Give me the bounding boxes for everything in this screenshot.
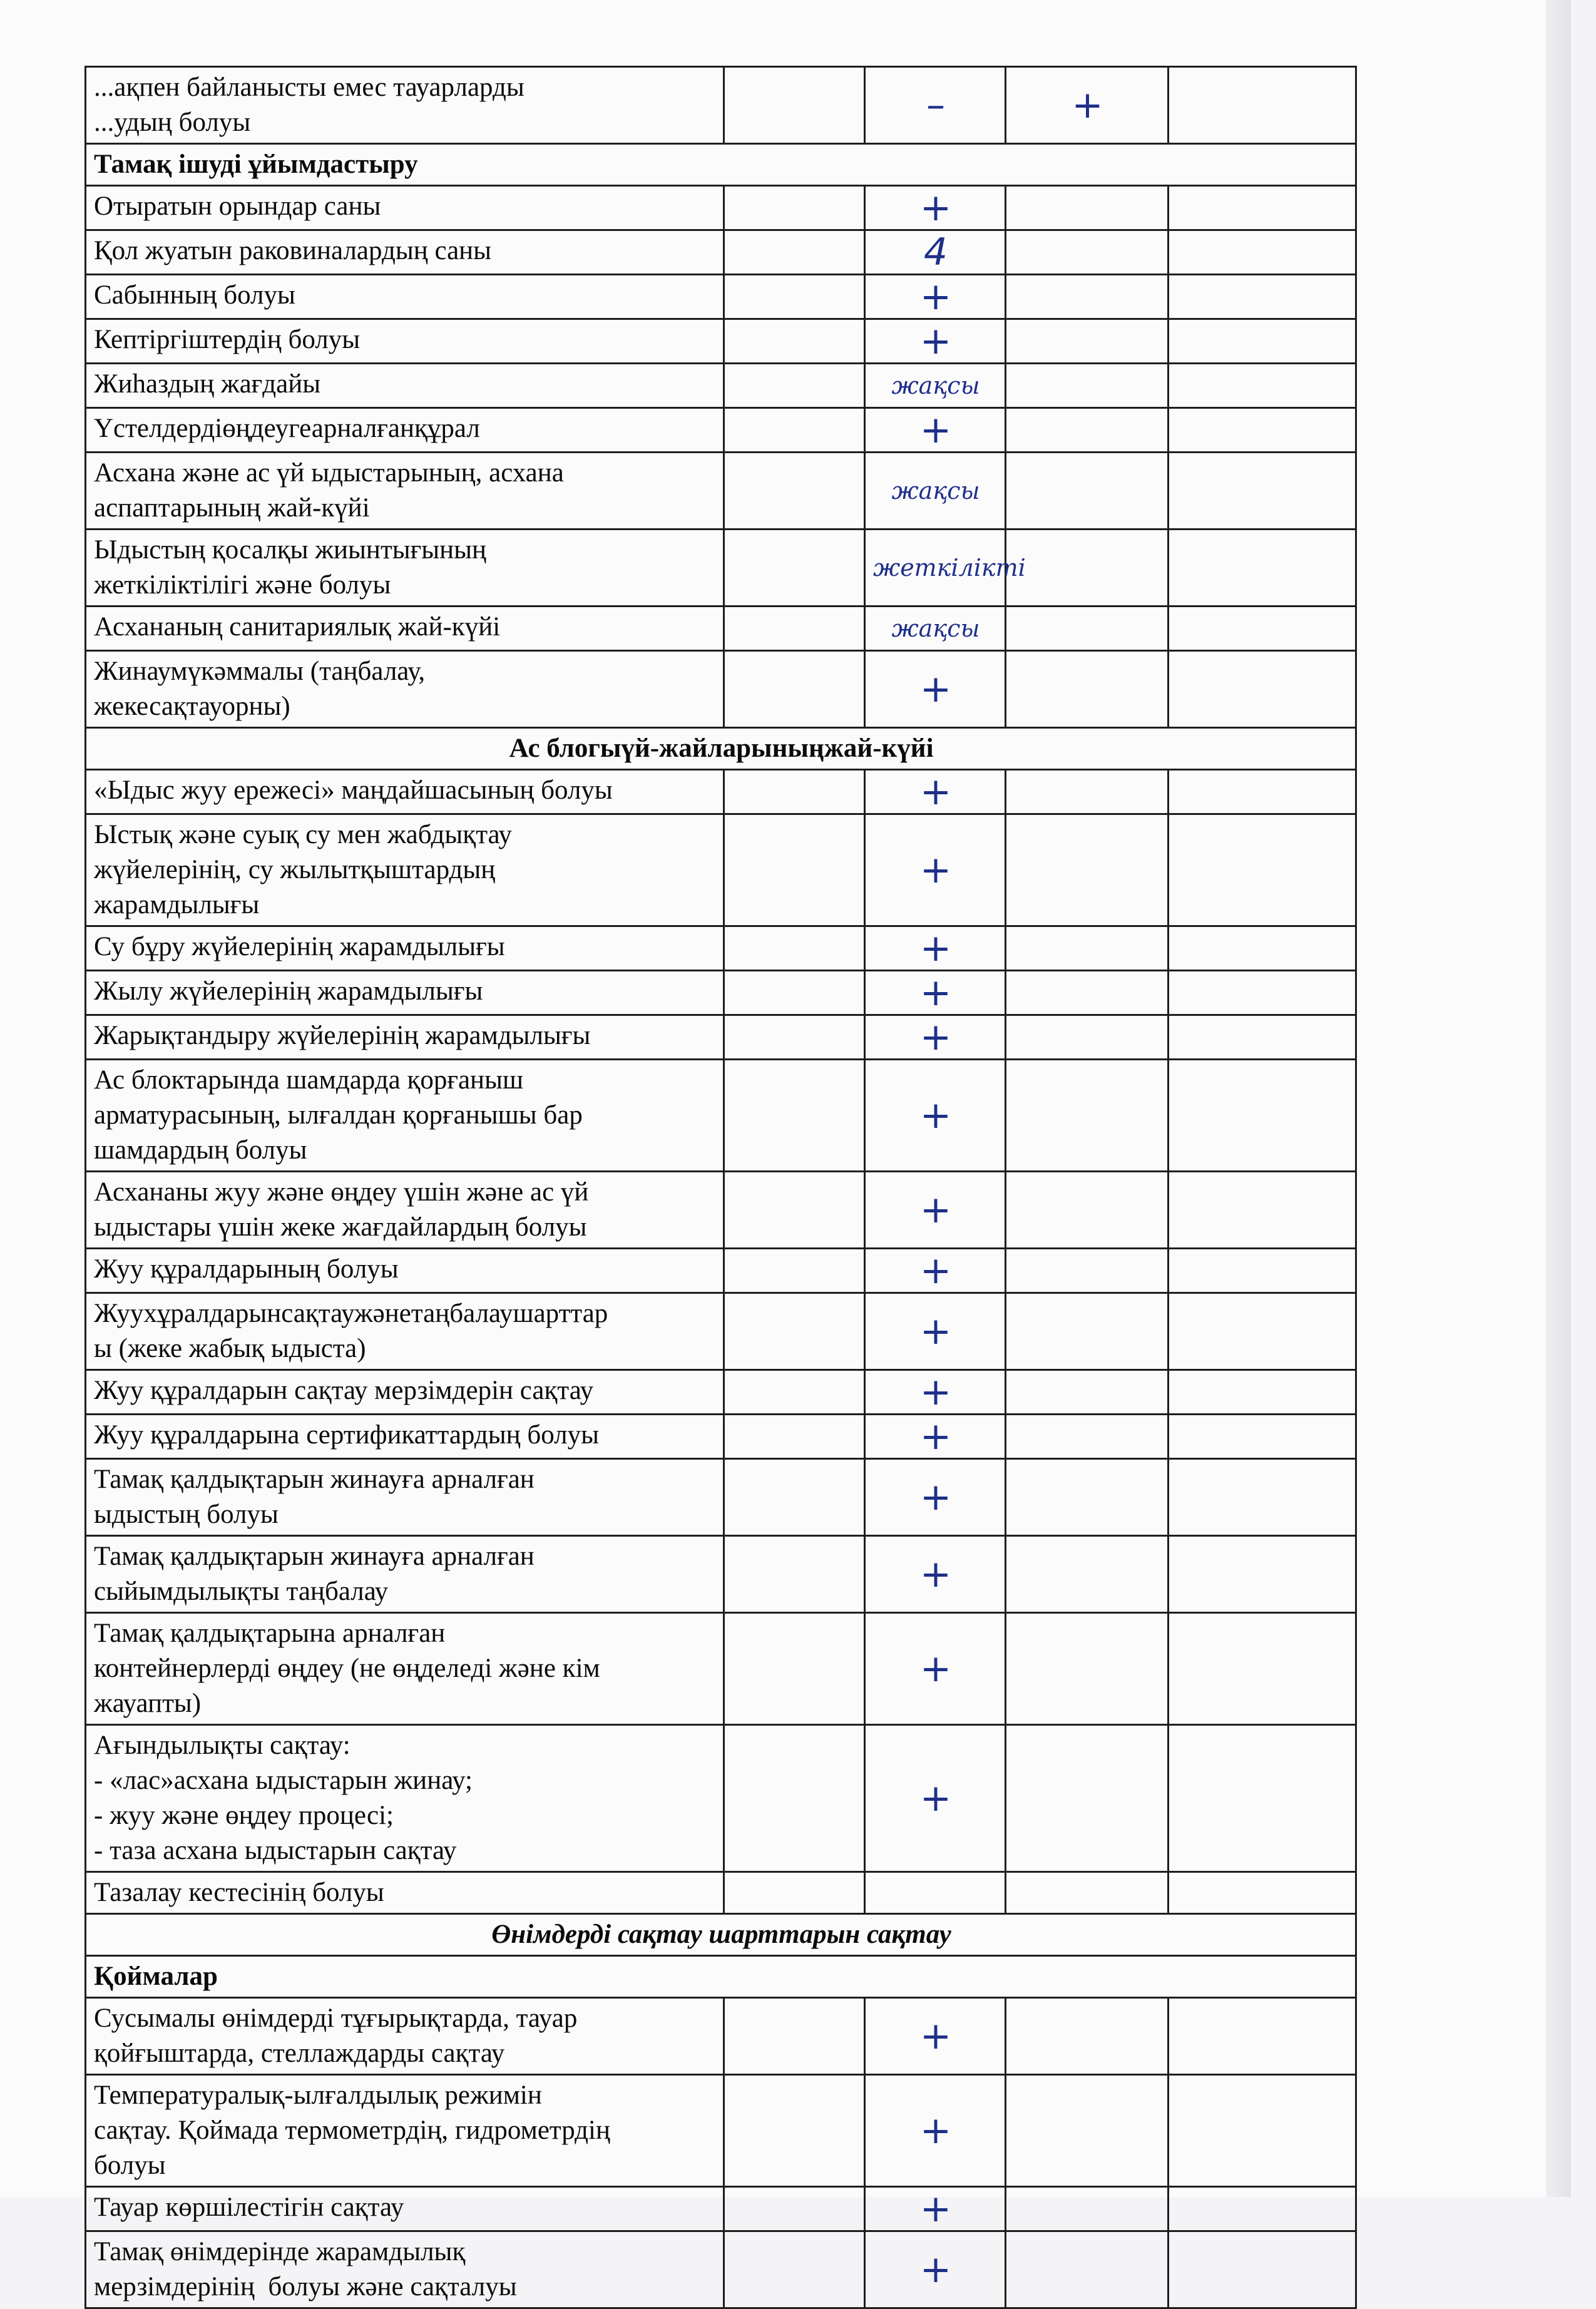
handwritten-mark-cell xyxy=(1006,1872,1169,1914)
criterion-line: Сусымалы өнімдерді тұғырықтарда, тауар xyxy=(94,2004,578,2033)
table-row xyxy=(86,2187,1356,2231)
handwritten-mark-cell xyxy=(1006,530,1169,607)
table-row xyxy=(86,230,1356,275)
handwritten-mark-cell xyxy=(1006,275,1169,319)
handwritten-mark-cell xyxy=(724,1293,865,1370)
handwritten-mark-cell: + xyxy=(865,1536,1006,1613)
criterion-text xyxy=(86,1459,724,1536)
handwritten-mark-cell xyxy=(724,1415,865,1459)
handwritten-mark-cell xyxy=(1006,364,1169,408)
criterion-text xyxy=(86,275,724,319)
criterion-line: - жуу және өңдеу процесі; xyxy=(94,1801,394,1830)
criterion-text xyxy=(86,1293,724,1370)
handwritten-mark-cell xyxy=(1169,67,1356,144)
handwritten-mark-cell xyxy=(724,1060,865,1172)
criterion-line: аспаптарының жай-күйі xyxy=(94,493,370,523)
section-header-row xyxy=(86,1914,1356,1956)
table-row xyxy=(86,453,1356,530)
handwritten-mark-cell xyxy=(724,1370,865,1415)
handwritten-mark-cell xyxy=(1169,651,1356,728)
criterion-text xyxy=(86,67,724,144)
table-row xyxy=(86,1015,1356,1060)
criterion-line: ыдыстың болуы xyxy=(94,1500,279,1529)
handwritten-mark-cell xyxy=(1006,1172,1169,1249)
handwritten-mark-cell xyxy=(1006,408,1169,453)
handwritten-mark-cell xyxy=(1169,230,1356,275)
handwritten-mark-cell xyxy=(1169,364,1356,408)
handwritten-mark-cell xyxy=(724,2231,865,2308)
criterion-text xyxy=(86,453,724,530)
handwritten-mark-cell xyxy=(724,1015,865,1060)
criterion-line: жүйелерінің, су жылытқыштардың xyxy=(94,855,496,884)
criterion-line: Қол жуатын раковиналардың саны xyxy=(94,236,492,265)
criterion-line: Температуралық-ылғалдылық режимін xyxy=(94,2081,542,2110)
handwritten-mark-cell xyxy=(1006,651,1169,728)
table-row xyxy=(86,1172,1356,1249)
handwritten-mark-cell xyxy=(1006,770,1169,814)
handwritten-mark-cell xyxy=(1169,530,1356,607)
handwritten-mark-cell xyxy=(1169,971,1356,1015)
criterion-line: Ыстық және суық су мен жабдықтау xyxy=(94,820,512,849)
criterion-line: «Ыдыс жуу ережесі» маңдайшасының болуы xyxy=(94,776,613,805)
criterion-line: Асхананы жуу және өңдеу үшін және ас үй xyxy=(94,1177,589,1207)
criterion-text xyxy=(86,1998,724,2075)
handwritten-mark-cell xyxy=(1169,186,1356,230)
criterion-line: арматурасының, ылғалдан қорғанышы бар xyxy=(94,1100,583,1130)
criterion-line: Жиһаздың жағдайы xyxy=(94,369,321,399)
criterion-text xyxy=(86,926,724,971)
table-row xyxy=(86,67,1356,144)
handwritten-mark-cell xyxy=(1006,1725,1169,1872)
criterion-text xyxy=(86,2231,724,2308)
criterion-line: Жарықтандыру жүйелерінің жарамдылығы xyxy=(94,1021,591,1050)
table-row xyxy=(86,2075,1356,2187)
handwritten-mark-cell xyxy=(1169,453,1356,530)
handwritten-mark-cell: + xyxy=(865,319,1006,364)
handwritten-mark-cell xyxy=(1006,319,1169,364)
handwritten-mark-cell xyxy=(724,2187,865,2231)
handwritten-mark-cell xyxy=(1169,926,1356,971)
criterion-line: Ыдыстың қосалқы жиынтығының xyxy=(94,535,487,565)
handwritten-mark-cell xyxy=(724,1613,865,1725)
criterion-line: Тамақ қалдықтарын жинауға арналған xyxy=(94,1542,535,1571)
handwritten-mark-cell xyxy=(1169,2075,1356,2187)
criterion-text xyxy=(86,1172,724,1249)
handwritten-mark-cell xyxy=(1169,1459,1356,1536)
table-row xyxy=(86,1249,1356,1293)
handwritten-mark-cell xyxy=(724,275,865,319)
handwritten-mark-cell xyxy=(1006,1249,1169,1293)
handwritten-mark-cell xyxy=(1006,1613,1169,1725)
handwritten-mark-cell xyxy=(724,1172,865,1249)
section-title: Ас блогыүй-жайларыныңжай-күйі xyxy=(86,728,1356,770)
table-row xyxy=(86,319,1356,364)
handwritten-mark-cell: + xyxy=(865,1293,1006,1370)
criterion-text xyxy=(86,408,724,453)
handwritten-mark-cell: + xyxy=(865,651,1006,728)
table-row xyxy=(86,971,1356,1015)
handwritten-mark-cell xyxy=(1169,1536,1356,1613)
handwritten-mark-cell xyxy=(724,1998,865,2075)
subsection-title: Тамақ ішуді ұйымдастыру xyxy=(86,144,1356,186)
criterion-line: Жинаумүкәммалы (таңбалау, xyxy=(94,657,426,686)
criterion-line: - таза асхана ыдыстарын сақтау xyxy=(94,1836,457,1865)
criterion-text xyxy=(86,319,724,364)
handwritten-mark-cell xyxy=(1006,2187,1169,2231)
handwritten-mark-cell xyxy=(1169,1613,1356,1725)
criterion-line: Асхананың санитариялық жай-күйі xyxy=(94,612,501,642)
handwritten-mark-cell xyxy=(1169,814,1356,926)
table-row xyxy=(86,1370,1356,1415)
handwritten-mark-cell xyxy=(724,926,865,971)
handwritten-mark-cell xyxy=(1006,1293,1169,1370)
handwritten-mark-cell xyxy=(724,770,865,814)
criterion-text xyxy=(86,651,724,728)
table-row xyxy=(86,364,1356,408)
handwritten-mark-cell: + xyxy=(865,1613,1006,1725)
handwritten-mark-cell xyxy=(865,1872,1006,1914)
handwritten-mark-cell: + xyxy=(865,814,1006,926)
handwritten-mark-cell xyxy=(1169,2187,1356,2231)
handwritten-mark-cell xyxy=(1006,1459,1169,1536)
handwritten-mark-cell xyxy=(724,364,865,408)
handwritten-mark-cell: + xyxy=(865,1725,1006,1872)
criterion-line: жауапты) xyxy=(94,1689,202,1718)
handwritten-mark-cell xyxy=(1169,2231,1356,2308)
criterion-text xyxy=(86,1370,724,1415)
criterion-line: жарамдылығы xyxy=(94,890,260,919)
criterion-text xyxy=(86,814,724,926)
handwritten-mark-cell: + xyxy=(865,2075,1006,2187)
criterion-line: Үстелдердіөңдеугеарналғанқұрал xyxy=(94,414,480,443)
criterion-line: қойғыштарда, стеллаждарды сақтау xyxy=(94,2039,505,2068)
criterion-text xyxy=(86,230,724,275)
criterion-text xyxy=(86,1415,724,1459)
handwritten-mark-cell xyxy=(724,453,865,530)
handwritten-mark-cell xyxy=(724,651,865,728)
handwritten-mark-cell: + xyxy=(865,1415,1006,1459)
handwritten-mark-cell: + xyxy=(865,971,1006,1015)
handwritten-mark-cell: + xyxy=(865,1459,1006,1536)
table-row xyxy=(86,275,1356,319)
table-row xyxy=(86,814,1356,926)
handwritten-mark-cell xyxy=(724,607,865,651)
table-row xyxy=(86,1459,1356,1536)
handwritten-mark-cell: + xyxy=(865,1015,1006,1060)
criterion-line: сыйымдылықты таңбалау xyxy=(94,1577,389,1606)
handwritten-mark-cell xyxy=(1169,1293,1356,1370)
criterion-text xyxy=(86,607,724,651)
table-row xyxy=(86,1613,1356,1725)
criterion-line: ...удың болуы xyxy=(94,108,251,137)
handwritten-mark-cell: + xyxy=(865,770,1006,814)
table-row xyxy=(86,1415,1356,1459)
handwritten-mark-cell: + xyxy=(1006,67,1169,144)
handwritten-mark-cell xyxy=(1169,1370,1356,1415)
criterion-text xyxy=(86,186,724,230)
handwritten-mark-cell: + xyxy=(865,408,1006,453)
inspection-checklist-table xyxy=(84,66,1357,2309)
handwritten-mark-cell xyxy=(1006,1060,1169,1172)
handwritten-mark-cell xyxy=(724,530,865,607)
handwritten-mark-cell xyxy=(724,1872,865,1914)
criterion-line: болуы xyxy=(94,2151,166,2180)
criterion-text xyxy=(86,364,724,408)
criterion-line: жекесақтауорны) xyxy=(94,692,290,721)
handwritten-mark-cell xyxy=(1169,1415,1356,1459)
criterion-text xyxy=(86,1249,724,1293)
handwritten-mark-cell: + xyxy=(865,1172,1006,1249)
criterion-text xyxy=(86,1872,724,1914)
handwritten-mark-cell: + xyxy=(865,1060,1006,1172)
handwritten-mark-cell: + xyxy=(865,2187,1006,2231)
handwritten-mark-cell xyxy=(1006,2231,1169,2308)
handwritten-mark-cell xyxy=(1006,1370,1169,1415)
table-row xyxy=(86,607,1356,651)
handwritten-mark-cell xyxy=(724,67,865,144)
criterion-line: Су бұру жүйелерінің жарамдылығы xyxy=(94,932,505,961)
handwritten-mark-cell: + xyxy=(865,2231,1006,2308)
handwritten-mark-cell xyxy=(1006,1415,1169,1459)
handwritten-mark-cell xyxy=(1169,1725,1356,1872)
criterion-text xyxy=(86,770,724,814)
handwritten-mark-cell xyxy=(1169,319,1356,364)
table-row xyxy=(86,926,1356,971)
handwritten-mark-cell: + xyxy=(865,1998,1006,2075)
criterion-line: Ағындылықты сақтау: xyxy=(94,1731,350,1760)
criterion-line: жеткіліктілігі және болуы xyxy=(94,570,391,600)
handwritten-mark-cell xyxy=(1169,275,1356,319)
handwritten-mark-cell xyxy=(724,1249,865,1293)
handwritten-mark-cell xyxy=(724,408,865,453)
handwritten-mark-cell xyxy=(1006,814,1169,926)
criterion-line: ы (жеке жабық ыдыста) xyxy=(94,1334,366,1363)
criterion-line: Жуу құралдарын сақтау мерзімдерін сақтау xyxy=(94,1376,594,1405)
criterion-line: шамдардың болуы xyxy=(94,1135,307,1165)
criterion-line: Тамақ қалдықтарына арналған xyxy=(94,1619,446,1648)
table-row xyxy=(86,1293,1356,1370)
handwritten-mark-cell: + xyxy=(865,926,1006,971)
criterion-text xyxy=(86,2075,724,2187)
criterion-line: ...ақпен байланысты емес тауарларды xyxy=(94,73,524,102)
handwritten-mark-cell xyxy=(1006,230,1169,275)
criterion-line: контейнерлерді өңдеу (не өңделеді және кім xyxy=(94,1654,600,1683)
criterion-line: Тазалау кестесінің болуы xyxy=(94,1878,384,1907)
criterion-line: Тамақ қалдықтарын жинауға арналған xyxy=(94,1465,535,1494)
criterion-text xyxy=(86,1725,724,1872)
handwritten-mark-cell: + xyxy=(865,186,1006,230)
criterion-line: - «лас»асхана ыдыстарын жинау; xyxy=(94,1766,473,1795)
subsection-header-row xyxy=(86,144,1356,186)
criterion-line: Жуу құралдарына сертификаттардың болуы xyxy=(94,1420,600,1450)
handwritten-mark-cell xyxy=(1169,1872,1356,1914)
handwritten-mark-cell xyxy=(1169,1249,1356,1293)
handwritten-mark-cell: – xyxy=(865,67,1006,144)
handwritten-mark-cell xyxy=(724,814,865,926)
handwritten-mark-cell: жақсы xyxy=(865,453,1006,530)
handwritten-mark-cell xyxy=(1169,1172,1356,1249)
handwritten-mark-cell xyxy=(724,1459,865,1536)
table-row xyxy=(86,186,1356,230)
criterion-line: сақтау. Қоймада термометрдің, гидрометрдің xyxy=(94,2116,610,2145)
handwritten-mark-cell: жақсы xyxy=(865,364,1006,408)
handwritten-mark-cell xyxy=(1006,1998,1169,2075)
criterion-line: Ас блоктарында шамдарда қорғаныш xyxy=(94,1065,524,1095)
table-row xyxy=(86,1998,1356,2075)
table-row xyxy=(86,530,1356,607)
handwritten-mark-cell: жеткілікті xyxy=(865,530,1006,607)
handwritten-mark-cell xyxy=(724,186,865,230)
criterion-text xyxy=(86,971,724,1015)
handwritten-mark-cell xyxy=(1169,1060,1356,1172)
handwritten-mark-cell xyxy=(1169,1998,1356,2075)
criterion-line: Тауар көршілестігін сақтау xyxy=(94,2193,404,2222)
table-row xyxy=(86,770,1356,814)
criterion-line: Кептіргіштердің болуы xyxy=(94,325,361,354)
table-row xyxy=(86,1872,1356,1914)
criterion-line: ыдыстары үшін жеке жағдайлардың болуы xyxy=(94,1212,587,1242)
handwritten-mark-cell xyxy=(724,971,865,1015)
handwritten-mark-cell: 4 xyxy=(865,230,1006,275)
subsection-title: Қоймалар xyxy=(86,1956,1356,1998)
section-header-row xyxy=(86,728,1356,770)
criterion-line: мерзімдерінің болуы және сақталуы xyxy=(94,2272,517,2301)
criterion-text xyxy=(86,1536,724,1613)
criterion-text xyxy=(86,1060,724,1172)
handwritten-mark-cell xyxy=(1006,1015,1169,1060)
handwritten-mark-cell xyxy=(724,319,865,364)
table-row xyxy=(86,651,1356,728)
handwritten-mark-cell xyxy=(1006,2075,1169,2187)
criterion-line: Жуу құралдарының болуы xyxy=(94,1254,399,1284)
criterion-line: Сабынның болуы xyxy=(94,280,295,310)
handwritten-mark-cell xyxy=(1169,1015,1356,1060)
criterion-text xyxy=(86,1613,724,1725)
table-row xyxy=(86,408,1356,453)
table-row xyxy=(86,2231,1356,2308)
handwritten-mark-cell xyxy=(1006,186,1169,230)
handwritten-mark-cell xyxy=(724,2075,865,2187)
table-row xyxy=(86,1725,1356,1872)
handwritten-mark-cell xyxy=(1169,408,1356,453)
handwritten-mark-cell xyxy=(724,1536,865,1613)
handwritten-mark-cell xyxy=(1006,1536,1169,1613)
criterion-line: Асхана және ас үй ыдыстарының, асхана xyxy=(94,458,564,488)
section-title: Өнімдерді сақтау шарттарын сақтау xyxy=(86,1914,1356,1956)
handwritten-mark-cell xyxy=(1169,607,1356,651)
handwritten-mark-cell: + xyxy=(865,275,1006,319)
handwritten-mark-cell xyxy=(1006,607,1169,651)
handwritten-mark-cell xyxy=(1006,453,1169,530)
handwritten-mark-cell: жақсы xyxy=(865,607,1006,651)
table-row xyxy=(86,1060,1356,1172)
subsection-header-row xyxy=(86,1956,1356,1998)
handwritten-mark-cell xyxy=(1169,770,1356,814)
criterion-text xyxy=(86,2187,724,2231)
criterion-line: Отыратын орындар саны xyxy=(94,192,381,221)
handwritten-mark-cell xyxy=(1006,971,1169,1015)
criterion-line: Жылу жүйелерінің жарамдылығы xyxy=(94,976,483,1006)
handwritten-mark-cell: + xyxy=(865,1370,1006,1415)
table-row xyxy=(86,1536,1356,1613)
criterion-text xyxy=(86,1015,724,1060)
handwritten-mark-cell xyxy=(724,230,865,275)
handwritten-mark-cell xyxy=(724,1725,865,1872)
handwritten-mark-cell: + xyxy=(865,1249,1006,1293)
handwritten-mark-cell xyxy=(1006,926,1169,971)
criterion-line: Тамақ өнімдерінде жарамдылық xyxy=(94,2237,466,2266)
criterion-line: Жуухұралдарынсақтаужәнетаңбалаушарттар xyxy=(94,1299,608,1328)
criterion-text xyxy=(86,530,724,607)
